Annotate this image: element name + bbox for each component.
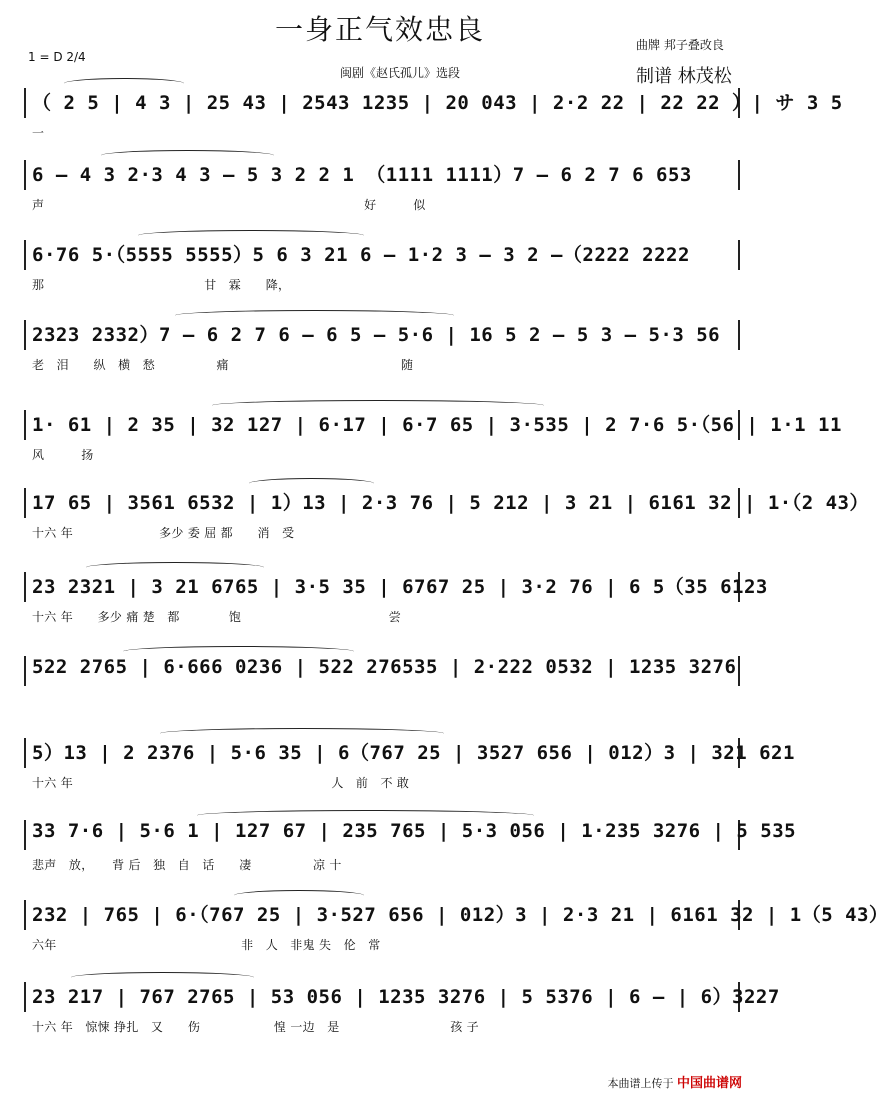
subtitle: 闽剧《赵氏孤儿》选段 [340,66,461,80]
lyrics-line: 那 甘 霖 降， [32,278,291,292]
lyrics-line: 十六 年 多少 痛 楚 都 饱 尝 [32,610,402,624]
notation-line: 522 2765 | 6·666 0236 | 522 276535 | 2·222 0532 | 1235 3276 [32,656,737,678]
lyrics-line: 十六 年 多少 委 屈 都 消 受 [32,526,295,540]
lyrics-line: 十六 年 人 前 不 敢 [32,776,410,790]
lyrics-line: 一 [32,126,45,140]
lyrics-line: 老 泪 纵 横 愁 痛 随 [32,358,414,372]
key-signature: 1 = D 2/4 [28,50,86,64]
notation-line: 1· 61 | 2 35 | 32 127 | 6·17 | 6·7 65 | 3·535 | 2 7·6 5·（56 | 1·1 11 [32,414,842,436]
lyrics-line: 悲声 放， 背 后 独 自 话 凄 凉 十 [32,858,342,872]
notation-line: 23 2321 | 3 21 6765 | 3·5 35 | 6767 25 | 3·2 76 | 6 5（35 6123 [32,576,768,598]
arranger: 制谱 林茂松 [636,66,732,87]
notation-line: 232 | 765 | 6·（767 25 | 3·527 656 | 012）3 | 2·3 21 | 6161 32 | 1（5 43） [32,904,888,926]
notation-line: 5）13 | 2 2376 | 5·6 35 | 6（767 25 | 3527 656 | 012）3 | 321 621 [32,742,795,764]
lyrics-line: 六年 非 人 非鬼 失 伦 常 [32,938,381,952]
page-title: 一身正气效忠良 [274,13,485,46]
notation-line: 23 217 | 767 2765 | 53 056 | 1235 3276 | 5 5376 | 6 — | 6）3227 [32,986,780,1008]
lyrics-line: 十六 年 惊悚 挣扎 又 伤 惶 一边 是 孩 子 [32,1020,479,1034]
footer [607,1072,742,1091]
lyrics-line: 风 扬 [32,448,94,462]
notation-line: 6·76 5·（5555 5555）5 6 3 21 6 — 1·2 3 — 3 2 —（2222 2222 [32,244,690,266]
tune-name: 曲牌 邦子叠改良 [636,38,724,52]
notation-line: 17 65 | 3561 6532 | 1）13 | 2·3 76 | 5 212 | 3 21 | 6161 32 | 1·（2 43） [32,492,869,514]
lyrics-line: 声 好 似 [32,198,426,212]
notation-line: （ 2 5 | 4 3 | 25 43 | 2543 1235 | 20 043 | 2·2 22 | 22 22 ）| サ 3 5 [32,92,843,114]
lyrics-line [24,692,748,712]
notation-line: 33 7·6 | 5·6 1 | 127 67 | 235 765 | 5·3 056 | 1·235 3276 | 5 535 [32,820,797,842]
notation-line: 6 — 4 3 2·3 4 3 — 5 3 2 2 1 （1111 1111）7 — 6 2 7 6 653 [32,164,692,186]
notation-line: 2323 2332）7 — 6 2 7 6 — 6 5 — 5·6 | 16 5 2 — 5 3 — 5·3 56 [32,324,721,346]
upload-note: 本曲谱上传于 [607,1077,674,1090]
site-logo: 中国曲谱网 [676,1076,742,1091]
